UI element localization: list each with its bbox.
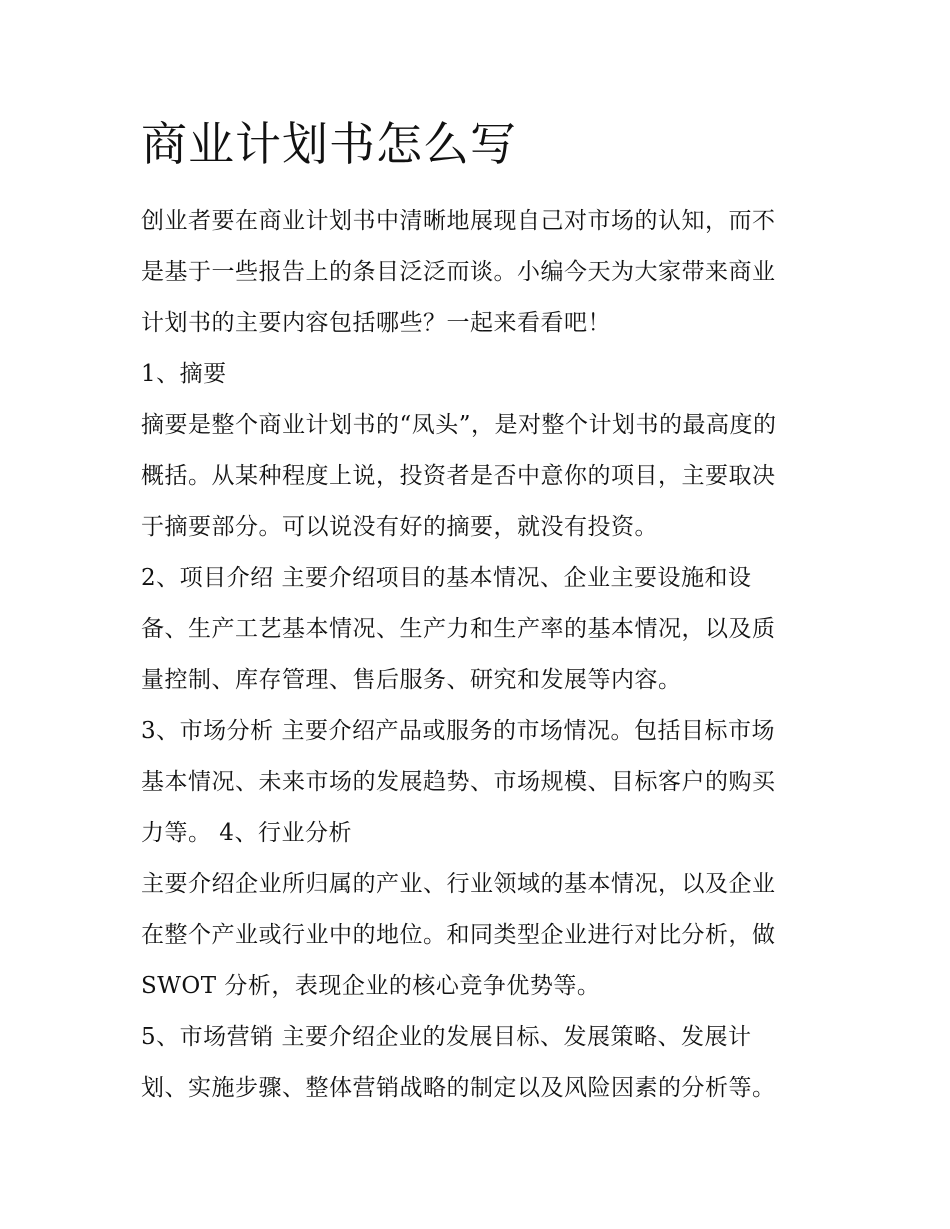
text-line: 基本情况、未来市场的发展趋势、市场规模、目标客户的购买 xyxy=(141,769,776,795)
industry-analysis-paragraph xyxy=(141,859,821,1012)
text-line: 3、市场分析 主要介绍产品或服务的市场情况。包括目标市场 xyxy=(141,718,775,744)
text-line: 创业者要在商业计划书中清晰地展现自己对市场的认知，而不 xyxy=(141,208,776,234)
document-page xyxy=(141,112,821,1114)
intro-paragraph xyxy=(141,196,821,349)
text-line: 是基于一些报告上的条目泛泛而谈。小编今天为大家带来商业 xyxy=(141,259,776,285)
text-line: 在整个产业或行业中的地位。和同类型企业进行对比分析，做 xyxy=(141,922,776,948)
text-line: 力等。 4、行业分析 xyxy=(141,820,352,846)
text-line: 量控制、库存管理、售后服务、研究和发展等内容。 xyxy=(141,667,682,693)
marketing-paragraph xyxy=(141,1012,821,1114)
text-line: 计划书的主要内容包括哪些？一起来看看吧！ xyxy=(141,310,611,336)
summary-paragraph xyxy=(141,400,821,553)
text-line: 摘要是整个商业计划书的“凤头”，是对整个计划书的最高度的 xyxy=(141,412,777,438)
text-line: 1、摘要 xyxy=(141,361,227,387)
text-line: SWOT 分析，表现企业的核心竞争优势等。 xyxy=(141,973,601,999)
text-line: 5、市场营销 主要介绍企业的发展目标、发展策略、发展计 xyxy=(141,1024,752,1050)
text-line: 于摘要部分。可以说没有好的摘要，就没有投资。 xyxy=(141,514,658,540)
section-heading-summary xyxy=(141,349,821,400)
text-line: 划、实施步骤、整体营销战略的制定以及风险因素的分析等。 xyxy=(141,1075,776,1101)
text-line: 概括。从某种程度上说，投资者是否中意你的项目，主要取决 xyxy=(141,463,776,489)
text-line: 2、项目介绍 主要介绍项目的基本情况、企业主要设施和设 xyxy=(141,565,752,591)
text-line: 主要介绍企业所归属的产业、行业领域的基本情况，以及企业 xyxy=(141,871,776,897)
document-title: 商业计划书怎么写 xyxy=(141,117,517,171)
project-intro-paragraph xyxy=(141,553,821,706)
text-line: 备、生产工艺基本情况、生产力和生产率的基本情况，以及质 xyxy=(141,616,776,642)
market-analysis-paragraph xyxy=(141,706,821,859)
